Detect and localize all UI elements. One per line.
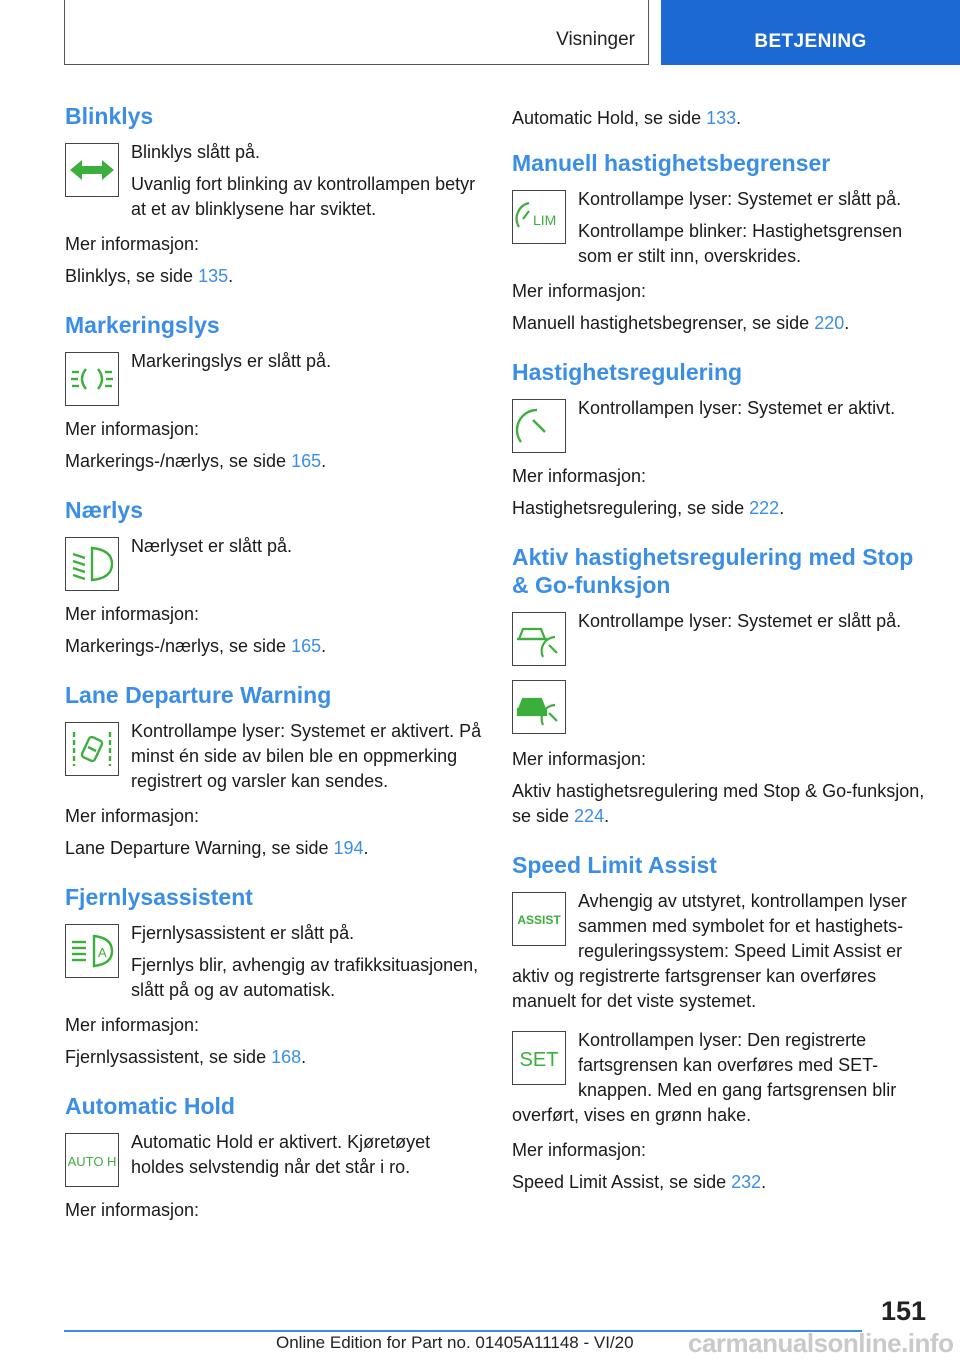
page-reference: Aktiv hastighetsregulering med Stop & Go-funksjon, se side 224.	[512, 781, 925, 826]
svg-text:LIM: LIM	[533, 212, 557, 228]
active-cruise-control-icon	[512, 612, 566, 666]
active-cruise-control-vehicle-detected-icon	[512, 680, 566, 734]
page-reference: Speed Limit Assist, se side 232.	[512, 1172, 767, 1192]
high-beam-assistant-icon	[65, 924, 119, 978]
heading-automatic-hold: Automatic Hold	[65, 1093, 235, 1119]
indicator-item: AUTO H Automatic Hold er aktivert. Kjøretøyet holdes selvstendig når det står i ro.	[65, 1130, 485, 1188]
lane-departure-icon	[65, 722, 119, 776]
page-link[interactable]: 194	[333, 838, 364, 858]
page-link[interactable]: 165	[291, 451, 322, 471]
indicator-item: LIM Kontrollampe lyser: Systemet er slått på. Kontrollampe blinker: Hastighetsgrensen som er stilt inn, overskrides.	[512, 187, 932, 269]
page-number: 151	[880, 1296, 926, 1326]
svg-text:ASSIST: ASSIST	[517, 913, 561, 927]
assist-icon	[512, 892, 566, 946]
heading-naerlys: Nærlys	[65, 497, 143, 523]
page-link[interactable]: 232	[731, 1172, 762, 1192]
page-reference: Manuell hastighetsbegrenser, se side 220.	[512, 313, 850, 333]
page-reference: Markerings-/nærlys, se side 165.	[65, 451, 327, 471]
svg-text:AUTO H: AUTO H	[68, 1154, 116, 1169]
indicator-item: Kontrollampe lyser: Systemet er slått på.	[512, 609, 932, 667]
page-link[interactable]: 222	[749, 498, 780, 518]
page-link[interactable]: 220	[814, 313, 845, 333]
set-icon	[512, 1031, 566, 1085]
heading-markeringslys: Markeringslys	[65, 312, 220, 338]
indicator-item: Blinklys slått på. Uvanlig fort blinking av kontrollampen betyr at et av blinklysene har sviktet.	[65, 140, 485, 222]
turn-signal-icon	[65, 143, 119, 197]
page-reference: Lane Departure Warning, se side 194.	[65, 838, 369, 858]
page-reference: Hastighetsregulering, se side 222.	[512, 498, 785, 518]
page-reference: Fjernlysassistent, se side 168.	[65, 1047, 307, 1067]
indicator-item: ASSIST Avhengig av utstyret, kontrollampen lyser sammen med symbolet for et hastighetsreguleringssystem: Speed Limit Assist er aktiv og registrerte fartsgrenser kan overføres manuelt for det viste systemet.	[512, 891, 907, 1011]
heading-blinklys: Blinklys	[65, 103, 154, 129]
auto-hold-icon	[65, 1133, 119, 1187]
speed-limiter-icon	[512, 190, 566, 244]
heading-lane-departure-warning: Lane Departure Warning	[65, 682, 332, 708]
left-column: Blinklys Blinklys slått på. Uvanlig fort blinking av kontrollampen betyr at et av blinklysene har sviktet. Mer informasjon: Blinklys, se side 135. Markeringslys Markeringslys er slått på. Mer informasjon: Markerings-/nærlys, se side 165. Nærlys Nærlyset er slått på. Mer informasjon: Markerings-/nærlys, se side 165. Lane Departure Warning Kontrollampe lyser: Systemet er aktivert. På minst én side av bilen ble en oppmerking registrert og varsler kan sendes. Mer informasjon: Lane Departure Warning, se side 194. Fjernlysassistent A Fjernlysassistent er slått på. Fjernlys blir, avhengig av trafikksituasjonen, slått på og av automatisk. Mer informasjon: Fjernlysassistent, se side 168. Automatic Hold AUTO H Automatic Hold er aktivert. Kjøretøyet holdes selvstendig når det står i ro. Mer informasjon:	[65, 100, 485, 1230]
indicator-item	[512, 677, 932, 737]
heading-speed-limit-assist: Speed Limit Assist	[512, 852, 717, 878]
indicator-item: Markeringslys er slått på.	[65, 349, 485, 407]
indicator-item: Kontrollampe lyser: Systemet er aktivert. På minst én side av bilen ble en oppmerking registrert og varsler kan sendes.	[65, 719, 485, 794]
right-column: Automatic Hold, se side 133. Manuell hastighetsbegrenser LIM Kontrollampe lyser: Systemet er slått på. Kontrollampe blinker: Hastighetsgrensen som er stilt inn, overskrides. Mer informasjon: Manuell hastighetsbegrenser, se side 220. Hastighetsregulering Kontrollampen lyser: Systemet er aktivt. Mer informasjon: Hastighetsregulering, se side 222. Aktiv hastighetsregulering med Stop & Go-funksjon Kontrollampe lyser: Systemet er slått på. Mer informasjon: Aktiv hastighetsregulering med Stop & Go-funksjon, se side 224. Speed Limit Assist ASSIST Avhengig av utstyret, kontrollampen lyser sammen med symbolet for et hastighetsreguleringssystem: Speed Limit Assist er aktiv og registrerte fartsgrenser kan overføres manuelt for det viste systemet. SET Kontrollampen lyser: Den registrerte fartsgrensen kan overføres med SET-knappen. Med en gang fartsgrensen blir overført, vises en grønn hake. Mer informasjon: Speed Limit Assist, se side 232.	[512, 100, 932, 1202]
page-reference: Blinklys, se side 135.	[65, 266, 234, 286]
page-reference: Markerings-/nærlys, se side 165.	[65, 636, 327, 656]
svg-text:A: A	[98, 945, 107, 960]
page-link[interactable]: 224	[574, 806, 605, 826]
indicator-item: Kontrollampen lyser: Systemet er aktivt.	[512, 396, 932, 454]
heading-hastighetsregulering: Hastighetsregulering	[512, 359, 743, 385]
indicator-item: SET Kontrollampen lyser: Den registrerte fartsgrensen kan overføres med SET-knappen. Med en gang fartsgrensen blir overført, vises en grønn hake.	[512, 1030, 897, 1125]
page-reference: Automatic Hold, se side 133.	[512, 108, 742, 128]
heading-fjernlysassistent: Fjernlysassistent	[65, 884, 253, 910]
indicator-item: A Fjernlysassistent er slått på. Fjernlys blir, avhengig av trafikksituasjonen, slått på og av automatisk.	[65, 921, 485, 1003]
watermark: carmanualsonline.info	[688, 1328, 954, 1358]
header-chapter-tab: BETJENING	[661, 0, 960, 65]
heading-aktiv-hastighetsregulering: Aktiv hastighetsregulering med Stop & Go-funksjon	[512, 544, 914, 598]
page-link[interactable]: 168	[271, 1047, 302, 1067]
heading-manuell-hastighetsbegrenser: Manuell hastighetsbegrenser	[512, 150, 831, 176]
page-link[interactable]: 135	[198, 266, 229, 286]
indicator-item: Nærlyset er slått på.	[65, 534, 485, 592]
edition-note: Online Edition for Part no. 01405A11148 - VI/20	[276, 1333, 634, 1352]
page-link[interactable]: 165	[291, 636, 322, 656]
low-beam-icon	[65, 537, 119, 591]
svg-text:SET: SET	[519, 1049, 559, 1071]
header-section: Visninger	[556, 29, 635, 50]
cruise-control-icon	[512, 399, 566, 453]
parking-lights-icon	[65, 352, 119, 406]
page-link[interactable]: 133	[706, 108, 737, 128]
